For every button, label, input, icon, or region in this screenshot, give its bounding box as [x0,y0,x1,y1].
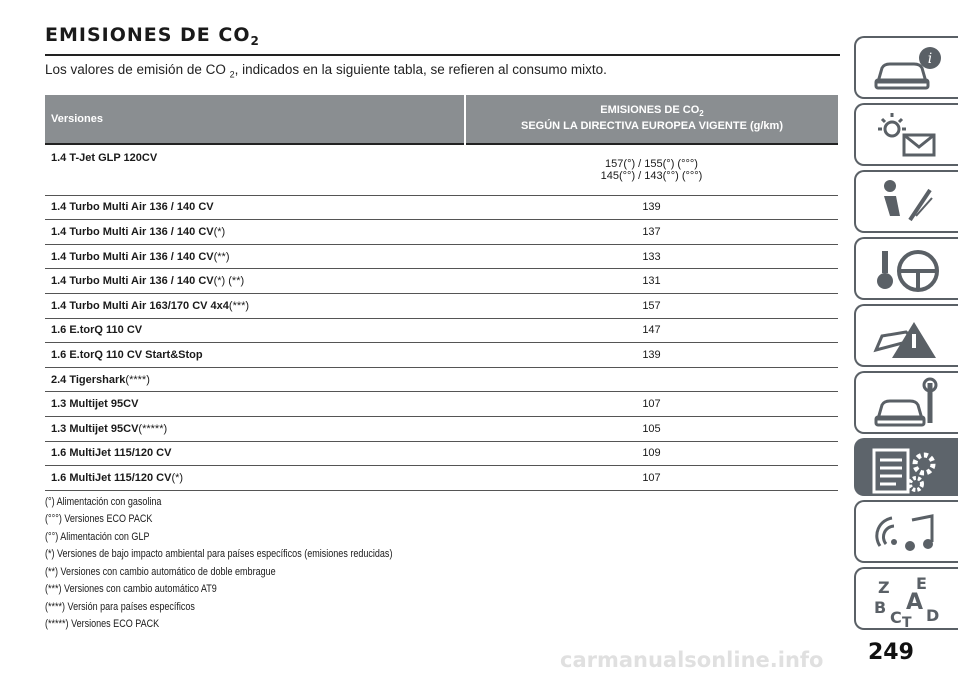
header-emissions: EMISIONES DE $CO_2$ SEGÚN LA DIRECTIVA EUROPEA VIGENTE (g/km) [465,95,838,144]
seat-airbag-icon [870,176,950,231]
emission-value-cell [465,367,838,392]
svg-text:i: i [927,51,933,67]
footnote: (***) Versiones con cambio automático AT9 [45,583,217,596]
version-cell: 1.6 MultiJet 115/120 CV(*) [45,466,465,491]
intro-text: Los valores de emisión de CO $_2$, indicados en la siguiente tabla, se refieren al consumo mixto. [45,62,607,80]
version-cell: 1.6 MultiJet 115/120 CV [45,441,465,466]
page-number: 249 [868,640,914,665]
emissions-table [45,95,838,491]
tab-seat-airbag[interactable] [854,170,958,233]
table-row [45,220,838,245]
emission-value-cell: 107 [465,392,838,417]
tab-dashboard-lights[interactable] [854,103,958,166]
table-row [45,417,838,442]
table-row [45,392,838,417]
footnote: (°°°) Versiones ECO PACK [45,513,153,526]
index-letter-d: D [926,606,940,625]
table-row [45,318,838,343]
technical-data-icon [870,444,950,496]
table-row [45,441,838,466]
car-info-icon [870,42,950,97]
page-title: EMISIONES DE $CO_2$ [45,24,260,48]
emission-value-cell: 133 [465,244,838,269]
table-row [45,269,838,294]
header-versions: Versiones [45,95,465,144]
version-cell: 1.4 Turbo Multi Air 136 / 140 CV [45,195,465,220]
emission-value-cell: 157(°) / 155(°) (°°°) 145(°°) / 143(°°) (°°°) [465,144,838,196]
emission-value-cell: 157 [465,294,838,319]
index-letter-z: Z [878,578,890,597]
index-icon [870,573,950,628]
table-row [45,294,838,319]
key-steering-icon [870,243,950,298]
footnote: (°°) Alimentación con GLP [45,530,150,543]
table-row [45,466,838,491]
version-cell: 1.3 Multijet 95CV [45,392,465,417]
tab-technical-data[interactable] [854,438,958,496]
emission-value-cell: 131 [465,269,838,294]
emission-value-cell: 147 [465,318,838,343]
version-cell: 1.4 Turbo Multi Air 136 / 140 CV(*) [45,220,465,245]
dashboard-lights-icon [870,109,950,164]
main-content [45,22,840,634]
watermark: carmanualsonline.info [560,648,824,672]
table-header [45,95,838,144]
index-letter-t: T [902,615,912,628]
footnote: (**) Versiones con cambio automático de doble embrague [45,565,276,578]
emission-value-cell: 137 [465,220,838,245]
version-cell: 1.4 Turbo Multi Air 163/170 CV 4x4(***) [45,294,465,319]
maintenance-icon [870,377,950,432]
footnote: (°) Alimentación con gasolina [45,495,162,508]
table-row [45,195,838,220]
footnote: (*) Versiones de bajo impacto ambiental para países específicos (emisiones reducidas) [45,548,393,561]
tab-emergency[interactable] [854,304,958,367]
footnote: (*****) Versiones ECO PACK [45,618,160,631]
table-row [45,144,838,196]
version-cell: 1.6 E.torQ 110 CV [45,318,465,343]
title-rule [45,54,840,56]
version-cell: 1.4 T-Jet GLP 120CV [45,144,465,196]
table-row [45,367,838,392]
index-letter-c: C [890,608,902,627]
table-row [45,343,838,368]
emission-value-cell: 139 [465,343,838,368]
emission-value-cell: 139 [465,195,838,220]
tab-multimedia[interactable] [854,500,958,563]
tab-maintenance[interactable] [854,371,958,434]
index-letter-b: B [874,598,887,617]
footnote: (****) Versión para países específicos [45,600,195,613]
table-row [45,244,838,269]
emission-value-cell: 107 [465,466,838,491]
version-cell: 1.4 Turbo Multi Air 136 / 140 CV(**) [45,244,465,269]
emission-value-cell: 109 [465,441,838,466]
index-letter-a: A [906,590,924,615]
footnotes [45,494,840,634]
emergency-icon [870,310,950,365]
emission-value-cell: 105 [465,417,838,442]
tab-index[interactable] [854,567,958,630]
tab-car-info[interactable] [854,36,958,99]
version-cell: 2.4 Tigershark(****) [45,367,465,392]
index-letter-e: E [916,574,927,593]
version-cell: 1.6 E.torQ 110 CV Start&Stop [45,343,465,368]
multimedia-icon [870,506,950,561]
tab-key-steering[interactable] [854,237,958,300]
version-cell: 1.3 Multijet 95CV(*****) [45,417,465,442]
version-cell: 1.4 Turbo Multi Air 136 / 140 CV(*) (**) [45,269,465,294]
